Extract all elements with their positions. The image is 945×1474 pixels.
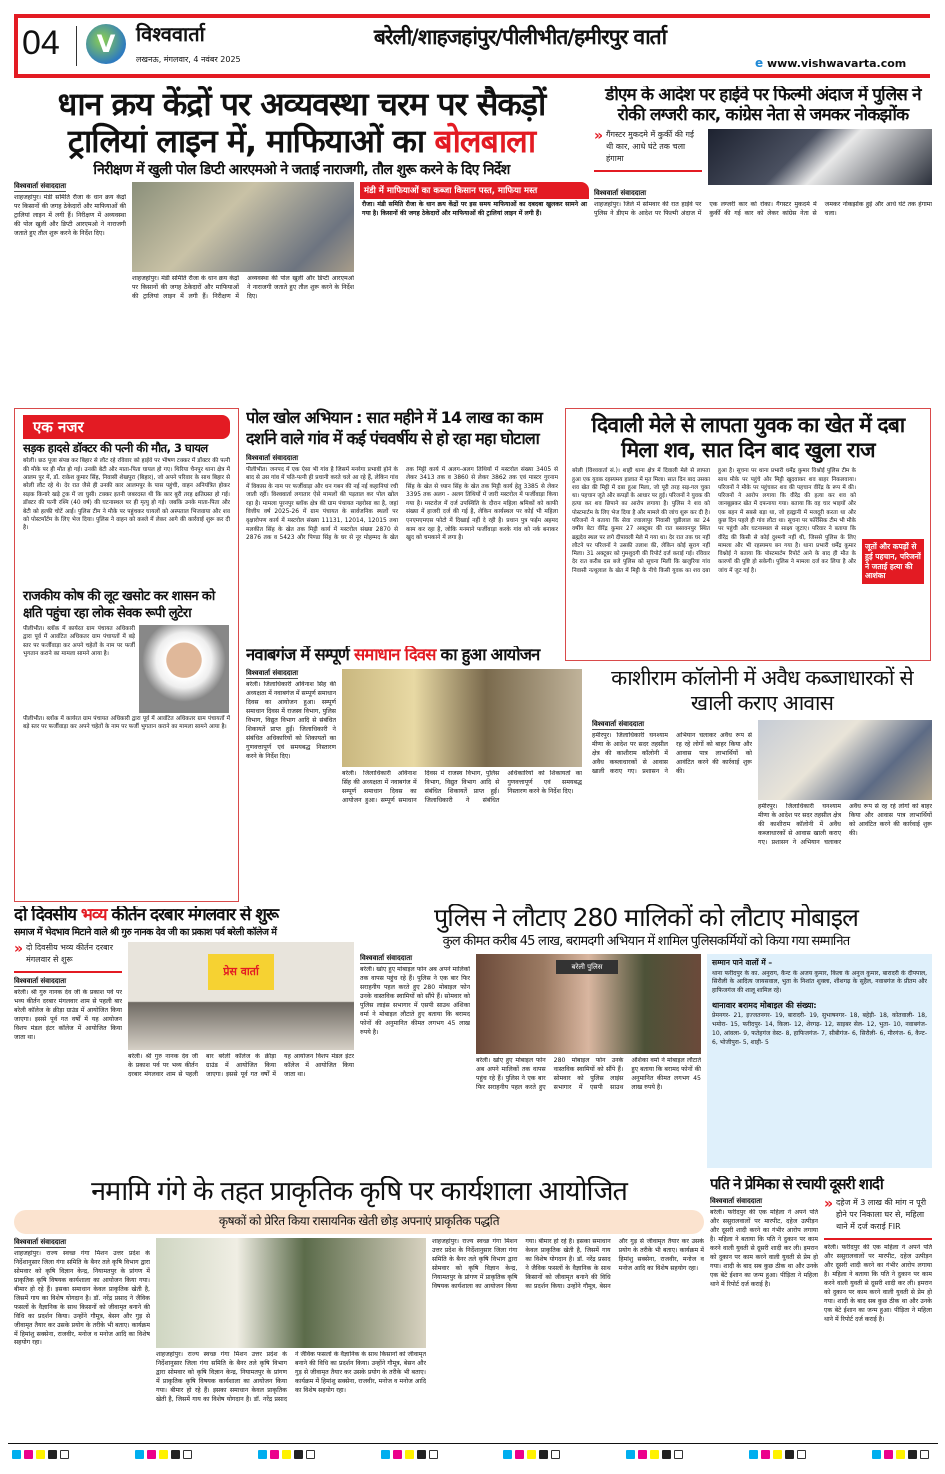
mobile-article: विश्ववार्ता संवाददाता बरेली। खोए हुए मोबाइल फोन अब अपने मालिकों तक वापस पहुंच रहे हैं। पुलिस ने एक बार फिर सराहनीय पहल करते हुए 280 मोबाइल फोन उनके वास्तविक स्वामियों को सौंपे हैं। सोमवार को पुलिस लाइंस सभागार में एसपी साउथ अंशिका वर्मा ने मोबाइल लौटाते हुए बताया कि बरामद फोनों की अनुमानित कीमत लगभग 45 लाख रुपये है। [360, 953, 470, 1036]
cmyk-swatch [12, 1450, 69, 1459]
vishwavarta-logo: V [86, 24, 126, 64]
dateline: लखनऊ, मंगलवार, 4 नवंबर 2025 [136, 55, 241, 64]
cmyk-swatch [872, 1450, 929, 1459]
kirtan-article-cont: बरेली। श्री गुरु नानक देव जी के प्रकाश पर्व पर भव्य कीर्तन दरबार मंगलवार शाम से पहली बार बरेली कॉलेज के क्रीड़ा ग्राउंड में आयोजित किया जाएगा। इससे पूर्व गत वर्षों में यह आयोजन विशप मंडल इंटर कॉलेज में आयोजित किया जाता था। [128, 1053, 354, 1079]
nawabganj-photo [342, 669, 582, 767]
diwali-article: बरेली (विश्ववार्ता सं.)। शाही थाना क्षेत्र में दिवाली मेले से लापता हुआ एक युवक रहस्यमय हालात में मृत मिला। सात दिन बाद उसका शव खेत की मिट्टी में दबा हुआ मिला, जो पूरी तरह सड़-गल चुका था। पहचान जूते और कपड़ों के आधार पर हुई। परिजनों ने युवक की हत्या कर शव छिपाने का आरोप लगाया है। पुलिस ने शव को पोस्टमार्टम के लिए भेज दिया है और मामले की जांच शुरू कर दी है। परिजनों ने बताया कि सेवा ज्वालापुर निवासी चुन्नीलाल का 24 वर्षीय बेटा वीरेंद्र कुमार 27 अक्टूबर की रात बसावनपुर स्थित ब्रह्मदेव स्थल पर लगे दीपावली मेले में गया था। देर रात तक घर नहीं लौटने पर परिजनों ने उसकी तलाश की, लेकिन कोई सुराग नहीं मिला। 31 अक्टूबर को गुमशुदगी की रिपोर्ट दर्ज कराई गई। रविवार देर रात करीब दस बजे पुलिस को सूचना मिली कि खजुरिया गांव निवासी नत्थूलाल के खेत में मिट्टी के नीचे किसी युवक का शव दबा हुआ है। सूचना पर थाना प्रभारी धर्मेंद्र कुमार विश्नोई पुलिस टीम के साथ मौके पर पहुंचे और मिट्टी खुदवाकर शव बाहर निकलवाया। परिजनों ने मौके पर पहुंचकर शव की पहचान वीरेंद्र के रूप में की। परिजनों ने आरोप लगाया कि वीरेंद्र की हत्या कर शव को जानबूझकर खेत में दफनाया गया। बताया कि वह चार भाइयों और एक बहन में सबसे बड़ा था, जो हल्द्वानी में मजदूरी करता था और कुछ दिन पहले ही गांव लौटा था। सूचना पर फॉरेंसिक टीम भी मौके पर पहुंची और घटनास्थल से साक्ष्य जुटाए। परिवार ने बताया कि वीरेंद्र की किसी से कोई दुश्मनी नहीं थी, जिससे पुलिस के लिए मामला और भी रहस्यमय बन गया है। थाना प्रभारी धर्मेंद्र कुमार विश्नोई ने बताया कि पोस्टमार्टम रिपोर्ट आने के बाद ही मौत के कारणों की पुष्टि हो सकेगी। पुलिस ने मामला दर्ज कर लिया है और जांच में जुट गई है। [572, 468, 856, 574]
cmyk-swatch [258, 1450, 315, 1459]
edition-title: बरेली/शाहजहांपुर/पीलीभीत/हमीरपुर वार्ता [373, 25, 667, 49]
pati-article-cont: बरेली। फरीदपुर की एक महिला ने अपने पति और ससुरालवालों पर मारपीट, दहेज उत्पीड़न और दूसरी शादी करने का गंभीर आरोप लगाया है। महिला ने बताया कि पति ने दुकान पर काम करने वाली युवती से दूसरी शादी कर ली। इमरान को दुकान पर काम करने वाली युवती से प्रेम हो गया। शादी के बाद सब कुछ ठीक था और उनके एक बेटे ईशान का जन्म हुआ। पीड़िता ने महिला थाने में रिपोर्ट दर्ज कराई है। [824, 1244, 932, 1324]
polkhol-story [246, 408, 558, 640]
diwali-callout: जूतों और कपड़ों से हुई पहचान, परिजनों ने जताई हत्या की आशंका [862, 539, 924, 584]
divider [76, 26, 77, 66]
website-link[interactable]: e www.vishwavarta.com [755, 56, 907, 70]
lead-headline-2: ट्रालियां लाइन में, माफियाओं का बोलबाला [67, 121, 536, 160]
lead-article-cont: शाहजहांपुर। मंडी समिति रौजा के धान क्रय केंद्रों पर किसानों की जगह ठेकेदारों और माफियाओं की ट्रालियां लाइन में लगी हैं। निरीक्षण में अव्यवस्था की पोल खुली और डिप्टी आरएमओ ने नाराजगी जताते हुए तौल शुरू करने के निर्देश दिए। [132, 274, 354, 300]
nawabganj-article: विश्ववार्ता संवाददाता बरेली। जिलाधिकारी अविनाश सिंह की अध्यक्षता में नवाबगंज में सम्पूर्ण समाधान दिवस का आयोजन हुआ। सम्पूर्ण समाधान दिवस में राजस्व विभाग, पुलिस विभाग, विद्युत विभाग आदि से संबंधित शिकायतें प्राप्त हुईं। जिलाधिकारी ने संबंधित अधिकारियों को शिकायतों का गुणवत्तापूर्ण एवं समयबद्ध निस्तारण करने के निर्देश दिए। [246, 668, 336, 760]
diwali-box: दिवाली मेले से लापता युवक का खेत में दबा मिला शव, सात दिन बाद खुला राज बरेली (विश्ववार्ता सं.)। शाही थाना क्षेत्र में दिवाली मेले से लापता हुआ एक युवक रहस्यमय हालात में मृत मिला। सात दिन बाद उसका शव खेत की मिट्टी में दबा हुआ मिला, जो पूरी तरह सड़-गल चुका था। पहचान जूते और कपड़ों के आधार पर हुई। परिजनों ने युवक की हत्या कर शव छिपाने का आरोप लगाया है। पुलिस ने शव को पोस्टमार्टम के लिए भेज दिया है और मामले की जांच शुरू कर दी है। परिजनों ने बताया कि सेवा ज्वालापुर निवासी चुन्नीलाल का 24 वर्षीय बेटा वीरेंद्र कुमार 27 अक्टूबर की रात बसावनपुर स्थित ब्रह्मदेव स्थल पर लगे दीपावली मेले में गया था। देर रात तक घर नहीं लौटने पर परिजनों ने उसकी तलाश की, लेकिन कोई सुराग नहीं मिला। 31 अक्टूबर को गुमशुदगी की रिपोर्ट दर्ज कराई गई। रविवार देर रात करीब दस बजे पुलिस को सूचना मिली कि खजुरिया गांव निवासी नत्थूलाल के खेत में मिट्टी के नीचे किसी युवक का शव दबा हुआ है। सूचना पर थाना प्रभारी धर्मेंद्र कुमार विश्नोई पुलिस टीम के साथ मौके पर पहुंचे और मिट्टी खुदवाकर शव बाहर निकलवाया। परिजनों ने मौके पर पहुंचकर शव की पहचान वीरेंद्र के रूप में की। परिजनों ने आरोप लगाया कि वीरेंद्र की हत्या कर शव को जानबूझकर खेत में दफनाया गया। बताया कि वह चार भाइयों और एक बहन में सबसे बड़ा था, जो हल्द्वानी में मजदूरी करता था और कुछ दिन पहले ही गांव लौटा था। सूचना पर फॉरेंसिक टीम भी मौके पर पहुंची और घटनास्थल से साक्ष्य जुटाए। परिवार ने बताया कि वीरेंद्र की किसी से कोई दुश्मनी नहीं थी, जिससे पुलिस के लिए मामला और भी रहस्यमय बन गया है। थाना प्रभारी धर्मेंद्र कुमार विश्नोई ने बताया कि पोस्टमार्टम रिपोर्ट आने के बाद ही मौत के कारणों की पुष्टि हो सकेगी। पुलिस ने मामला दर्ज कर लिया है और जांच में जुट गई है। जूतों और कपड़ों से हुई पहचान, परिजनों ने जताई हत्या की आशंका [565, 408, 931, 661]
lead-subhead: निरीक्षण में खुली पोल डिप्टी आरएमओ ने जताई नाराजगी, तौल शुरू करने के दिए निर्देश [93, 161, 510, 178]
cmyk-strip [8, 1450, 933, 1459]
kirtan-headline: दो दिवसीय भव्य कीर्तन दरबार मंगलवार से शुरू [14, 906, 279, 925]
kashiram-photo [758, 720, 932, 800]
dm-headline: डीएम के आदेश पर हाईवे पर फिल्मी अंदाज में पुलिस ने रोकी लग्जरी कार, कांग्रेस नेता से जमकर नोकझोंक [605, 86, 921, 125]
mobile-story [360, 904, 932, 1168]
nawabganj-headline: नवाबगंज में सम्पूर्ण समाधान दिवस का हुआ आयोजन [246, 646, 540, 664]
kashiram-story [592, 666, 932, 900]
kirtan-article: » दो दिवसीय भव्य कीर्तन दरबार मंगलवार से शुरू विश्ववार्ता संवाददाता बरेली। श्री गुरु नानक देव जी के प्रकाश पर्व पर भव्य कीर्तन दरबार मंगलवार शाम से पहली बार बरेली कॉलेज के क्रीड़ा ग्राउंड में आयोजित किया जाएगा। इससे पूर्व गत वर्षों में यह आयोजन विशप मंडल इंटर कॉलेज में आयोजित किया जाता था। [14, 942, 122, 1168]
mobile-honor-box: सम्मान पाने वालों में – थाना फरीदपुर के का. अनुराग, कैन्ट के अजय कुमार, किला के अनुज कुमार, बारादरी के दीपपाल, सिरौली के आदित्य जायसवाल, भुता के निशांत शुक्ला, शीशगढ़ के सुहैल, नवाबगंज के प्रीतम और हाफिजगंज की शालू शामिल रहे। थानावार बरामद मोबाइल की संख्या: प्रेमनगर- 21, इज्जतनगर- 19, बारादरी- 19, सुभाषनगर- 18, बहेड़ी- 18, कोतवाली- 18, भमोरा- 15, फरीदपुर- 14, किला- 12, शेरगढ़- 12, साइबर सेल- 12, भुता- 10, नवाबगंज- 10, आंवला- 9, फतेहगंज वेस्ट- 8, हाफिजगंज- 7, सीबीगंज- 6, सिरौली- 6, मीरगंज- 6, कैन्ट- 6, भोजीपुरा- 5, शाही- 5 [707, 954, 932, 1168]
brand-name: विश्ववार्ता [136, 22, 205, 46]
namami-photo [156, 1238, 426, 1348]
ek-nazar-box: एक नजर सड़क हादसे डॉक्टर की पत्नी की मौत, 3 घायल बरेली। छठ पूजा संपन्न कर बिहार से लौट रहे रविवार को हाईवे पर भीषण टक्कर में डॉक्टर की पत्नी की मौके पर ही मौत हो गई। उनकी बेटी और माता-पिता घायल हो गए। थिरिया चैनपुर थाना क्षेत्र में आलम पुर में, डॉ. राकेश कुमार सिंह, निवासी शेखपुरा (बिहार), जो अपने परिवार के साथ बिहार से बरेली लौट रहे थे। देर रात जैसे ही उनकी कार आलमपुर के पास पहुंची, वाहन अनियंत्रित होकर सड़क किनारे खड़े ट्रक में जा घुसी। टक्कर इतनी जबरदस्त थी कि कार बुरी तरह क्षतिग्रस्त हो गई। डॉक्टर की पत्नी रश्मि (40 वर्ष) की घटनास्थल पर ही मृत्यु हो गई। जबकि उनके माता-पिता और बेटी को हल्की चोटें आईं। पुलिस टीम ने मौके पर पहुंचकर घायलों को अस्पताल भिजवाया और शव को पोस्टमॉर्टम के लिए भेज दिया। पुलिस ने वाहन को कब्जे में लेकर आगे की कार्रवाई शुरू कर दी है। राजकीय कोष की लूट खसोट कर शासन को क्षति पहुंचा रहा लोक सेवक रूपी लुटेरा पीलीभीत। ब्लॉक में कार्यरत ग्राम पंचायत अधिकारी द्वारा पूर्व में आवंटित अधिकतर ग्राम पंचायतों में बड़े स्तर पर फर्जीवाड़ा कर अपने चहेतों के नाम पर फर्जी भुगतान कराने का मामला सामने आया है। पीलीभीत। ब्लॉक में कार्यरत ग्राम पंचायत अधिकारी द्वारा पूर्व में आवंटित अधिकतर ग्राम पंचायतों में बड़े स्तर पर फर्जीवाड़ा कर अपने चहेतों के नाम पर फर्जी भुगतान कराने का मामला सामने आया है। [14, 408, 239, 902]
footer-rule [8, 1443, 938, 1444]
cmyk-swatch [749, 1450, 806, 1459]
kirtan-blurb: » दो दिवसीय भव्य कीर्तन दरबार मंगलवार से शुरू [14, 942, 122, 973]
kashiram-headline: काशीराम कॉलोनी में अवैध कब्जाधारकों से खाली कराए आवास [611, 666, 913, 716]
cmyk-swatch [381, 1450, 438, 1459]
dm-article: विश्ववार्ता संवाददाता शाहजहांपुर। जिले में सोमवार की रात हाईवे पर पुलिस ने डीएम के आदेश पर फिल्मी अंदाज में एक लग्जरी कार को रोका। गैंगस्टर मुकदमे में कुर्की की गई कार को लेकर कांग्रेस नेता से जमकर नोकझोंक हुई और आधे घंटे तक हंगामा चला। [594, 189, 932, 218]
lead-headline-1: धान क्रय केंद्रों पर अव्यवस्था चरम पर सैकड़ों [57, 86, 546, 123]
nawabganj-article-cont: बरेली। जिलाधिकारी अविनाश सिंह की अध्यक्षता में नवाबगंज में सम्पूर्ण समाधान दिवस का आयोजन हुआ। सम्पूर्ण समाधान दिवस में राजस्व विभाग, पुलिस विभाग, विद्युत विभाग आदि से संबंधित शिकायतें प्राप्त हुईं। जिलाधिकारी ने संबंधित अधिकारियों को शिकायतों का गुणवत्तापूर्ण एवं समयबद्ध निस्तारण करने के निर्देश दिए। [342, 769, 582, 804]
press-banner: प्रेस वार्ता [208, 954, 274, 990]
kirtan-subhead: समाज में भेदभाव मिटाने वाले श्री गुरु नानक देव जी का प्रकाश पर्व बरेली कॉलेज में [14, 926, 277, 938]
mobile-photo [476, 954, 701, 1054]
nawabganj-story [246, 646, 582, 900]
lead-photo [132, 182, 354, 272]
mobile-subhead: कुल कीमत करीब 45 लाख, बरामदगी अभियान में शामिल पुलिसकर्मियों को किया गया सम्मानित [442, 933, 850, 949]
namami-headline: नमामि गंगे के तहत प्राकृतिक कृषि पर कार्यशाला आयोजित [91, 1176, 627, 1207]
kashiram-article: विश्ववार्ता संवाददाता हमीरपुर। जिलाधिकारी घनश्याम मीणा के आदेश पर सदर तहसील क्षेत्र की काशीराम कॉलोनी में अवैध कब्जाधारकों से आवास खाली कराए गए। प्रशासन ने अभियान चलाकर अवैध रूप से रह रहे लोगों को बाहर किया और आवास पात्र लाभार्थियों को आवंटित करने की कार्रवाई शुरू की। [592, 720, 752, 776]
mandi-box: मंडी में माफियाओं का कब्जा किसान पस्त, माफिया मस्त रौजा। मंडी समिति रौजा के धान क्रय केंद्रों पर इस समय माफियाओं का दबदबा खुलकर सामने आ गया है। किसानों की जगह ठेकेदारों और माफियाओं की ट्रालियां लाइन में लगी हैं। [360, 182, 589, 400]
namami-subhead: कृषकों को प्रेरित किया रासायनिक खेती छोड़ अपनाएं प्राकृतिक पद्धति [14, 1210, 704, 1234]
namami-article-cont: शाहजहांपुर। राज्य स्वच्छ गंगा मिशन उत्तर प्रदेश के निर्देशानुसार जिला गंगा समिति के बैनर तले कृषि विभाग द्वारा सोमवार को कृषि विज्ञान केन्द्र, नियामतपुर के प्रांगण में प्राकृतिक कृषि विषयक कार्यशाला का आयोजन किया गया। बीमार हो रहे हैं। इसका समाधान केवल प्राकृतिक खेती है, जिसमें गाय का विशेष योगदान है। डॉ. नरेंद्र प्रसाद ने जैविक फसलों के वैज्ञानिक के साथ किसानों को जीवामृत बनाने की विधि का प्रदर्शन किया। उन्होंने गौमूत्र, बेसन और गुड़ से जीवामृत तैयार कर उसके प्रयोग के तरीके भी बताए। कार्यक्रम में हिमांशु सक्सेना, राजवीर, मनोज व मनोज आदि का विशेष सहयोग रहा। [156, 1350, 426, 1403]
cmyk-swatch [135, 1450, 192, 1459]
namami-story [14, 1176, 704, 1440]
pati-headline: पति ने प्रेमिका से रचायी दूसरी शादी [710, 1176, 883, 1193]
lead-article: विश्ववार्ता संवाददाता शाहजहांपुर। मंडी समिति रौजा के धान क्रय केंद्रों पर किसानों की जगह ठेकेदारों और माफियाओं की ट्रालियां लाइन में लगी हैं। निरीक्षण में अव्यवस्था की पोल खुली और डिप्टी आरएमओ ने नाराजगी जताते हुए तौल शुरू करने के निर्देश दिए। [14, 181, 126, 237]
polkhol-article: विश्ववार्ता संवाददाता पीलीभीत। जनपद में एक ऐसा भी गांव है जिसमें मनरेगा प्रभावी होने के बाद से उस गांव में पति-पत्नी ही प्रधानी करते चले आ रहे हैं, लेकिन गांव में विकास के नाम पर फर्जीवाड़ा और धन गबन की नई नई कहानियां रची जाती रहीं। विश्ववार्ता लगातार ऐसे मामलों की पड़ताल कर पोल खोल रहा है। मामला पूरनपुर ब्लॉक क्षेत्र की ग्राम पंचायत नहरोसा का है, जहां वित्तीय वर्ष 2025-26 में ग्राम पंचायत के सार्वजनिक स्थलों पर वृक्षारोपण कार्य में मस्टरोल संख्या 11131, 12014, 12015 तथा मलकीत सिंह के खेत तक मिट्टी कार्य में मस्टरोल संख्या 2870 से 2876 तक व 5423 और पिण्डा सिंह के घर से नूर मोहम्मद के खेत तक मिट्टी कार्य में अलग-अलग तिथियों में मस्टरोल संख्या 3405 से लेकर 3413 तक व 3860 से लेकर 3862 तक एवं मास्टर गुरनाम सिंह के खेत से ध्यान सिंह के खेत तक मिट्टी कार्य हेतु 3385 से लेकर 3395 तक अलग - अलग तिथियों में जारी मस्टरोल में फर्जीवाड़ा किया गया है। मस्टरोल में दर्ज उपस्थिति के दौरान महिला श्रमिकों को काफी संख्या में हाजरी दर्ज की गई है, लेकिन कार्यस्थल पर कोई भी महिला एनएमएमएस फोटो में दिखाई नहीं दे रही है। प्रधान पुत्र फईम अहमद काम कर रहा है, जोकि मनमाने फर्जीवाड़ा करके गांव को नर्क बनाकर खुद को चमकाने में लगा है। [246, 453, 558, 542]
dm-photo [708, 129, 932, 185]
namami-article-cont-2: शाहजहांपुर। राज्य स्वच्छ गंगा मिशन उत्तर प्रदेश के निर्देशानुसार जिला गंगा समिति के बैनर तले कृषि विभाग द्वारा सोमवार को कृषि विज्ञान केन्द्र, नियामतपुर के प्रांगण में प्राकृतिक कृषि विषयक कार्यशाला का आयोजन किया गया। बीमार हो रहे हैं। इसका समाधान केवल प्राकृतिक खेती है, जिसमें गाय का विशेष योगदान है। डॉ. नरेंद्र प्रसाद ने जैविक फसलों के वैज्ञानिक के साथ किसानों को जीवामृत बनाने की विधि का प्रदर्शन किया। उन्होंने गौमूत्र, बेसन और गुड़ से जीवामृत तैयार कर उसके प्रयोग के तरीके भी बताए। कार्यक्रम में हिमांशु सक्सेना, राजवीर, मनोज व मनोज आदि का विशेष सहयोग रहा। [432, 1237, 704, 1290]
kashiram-article-cont: हमीरपुर। जिलाधिकारी घनश्याम मीणा के आदेश पर सदर तहसील क्षेत्र की काशीराम कॉलोनी में अवैध कब्जाधारकों से आवास खाली कराए गए। प्रशासन ने अभियान चलाकर अवैध रूप से रह रहे लोगों को बाहर किया और आवास पात्र लाभार्थियों को आवंटित करने की कार्रवाई शुरू की। [758, 803, 932, 847]
lead-story [14, 86, 589, 400]
mobile-article-cont: बरेली। खोए हुए मोबाइल फोन अब अपने मालिकों तक वापस पहुंच रहे हैं। पुलिस ने एक बार फिर सराहनीय पहल करते हुए 280 मोबाइल फोन उनके वास्तविक स्वामियों को सौंपे हैं। सोमवार को पुलिस लाइंस सभागार में एसपी साउथ अंशिका वर्मा ने मोबाइल लौटाते हुए बताया कि बरामद फोनों की अनुमानित कीमत लगभग 45 लाख रुपये है। [476, 1056, 701, 1091]
page-number: 04 [22, 24, 60, 62]
polkhol-headline: पोल खोल अभियान : सात महीने में 14 लाख का काम दर्शाने वाले गांव में कई पंचवर्षीय से हो रहा महा घोटाला [246, 408, 543, 448]
dm-blurb: » गैंगस्टर मुकदमे में कुर्की की गई थी कार, आधे घंटे तक चला हंगामा [594, 129, 702, 172]
mobile-headline: पुलिस ने लौटाए 280 मालिकों को लौटाए मोबाइल [434, 904, 858, 932]
namami-article: विश्ववार्ता संवाददाता शाहजहांपुर। राज्य स्वच्छ गंगा मिशन उत्तर प्रदेश के निर्देशानुसार जिला गंगा समिति के बैनर तले कृषि विभाग द्वारा सोमवार को कृषि विज्ञान केन्द्र, नियामतपुर के प्रांगण में प्राकृतिक कृषि विषयक कार्यशाला का आयोजन किया गया। बीमार हो रहे हैं। इसका समाधान केवल प्राकृतिक खेती है, जिसमें गाय का विशेष योगदान है। डॉ. नरेंद्र प्रसाद ने जैविक फसलों के वैज्ञानिक के साथ किसानों को जीवामृत बनाने की विधि का प्रदर्शन किया। उन्होंने गौमूत्र, बेसन और गुड़ से जीवामृत तैयार कर उसके प्रयोग के तरीके भी बताए। कार्यक्रम में हिमांशु सक्सेना, राजवीर, मनोज व मनोज आदि का विशेष सहयोग रहा। [14, 1237, 150, 1347]
official-portrait [139, 625, 229, 713]
pati-story [710, 1176, 932, 1440]
pati-blurb: » दहेज में 3 लाख की मांग न पूरी होने पर निकाला घर से, महिला थाने में दर्ज कराई FIR [824, 1197, 932, 1240]
cmyk-swatch [626, 1450, 683, 1459]
police-sign: बरेली पुलिस [556, 960, 618, 974]
browser-icon: e [755, 56, 764, 70]
kirtan-photo [128, 942, 354, 1050]
pati-article: विश्ववार्ता संवाददाता बरेली। फरीदपुर की एक महिला ने अपने पति और ससुरालवालों पर मारपीट, दहेज उत्पीड़न और दूसरी शादी करने का गंभीर आरोप लगाया है। महिला ने बताया कि पति ने दुकान पर काम करने वाली युवती से दूसरी शादी कर ली। इमरान को दुकान पर काम करने वाली युवती से प्रेम हो गया। शादी के बाद सब कुछ ठीक था और उनके एक बेटे ईशान का जन्म हुआ। पीड़िता ने महिला थाने में रिपोर्ट दर्ज कराई है। [710, 1197, 818, 1289]
cmyk-swatch [503, 1450, 560, 1459]
kirtan-story [14, 906, 354, 1168]
dm-story [594, 86, 932, 400]
